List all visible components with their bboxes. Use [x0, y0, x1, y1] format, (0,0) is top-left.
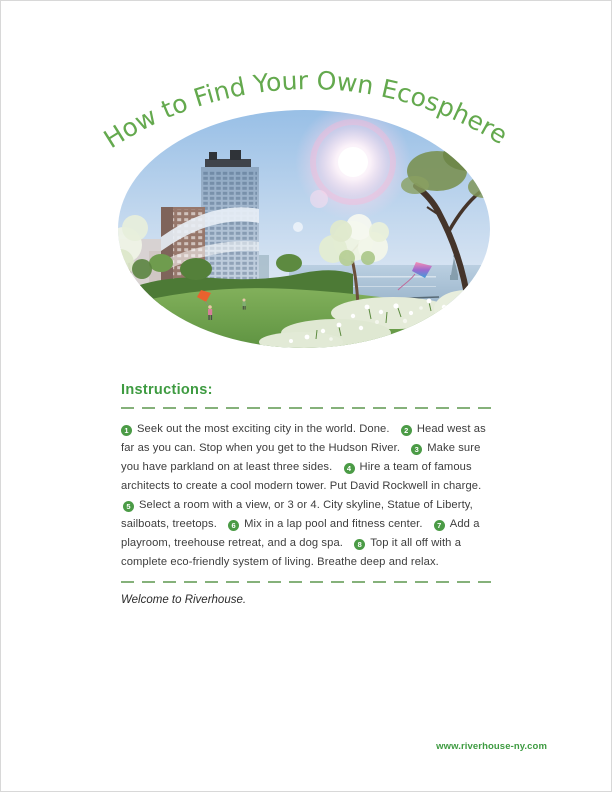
- divider-top: [121, 407, 495, 409]
- closing-line: Welcome to Riverhouse.: [121, 594, 247, 606]
- step-5-text: Select a room with a view, or 3 or 4. City skyline, Statue of Liberty, sailboats, treetops.: [121, 499, 473, 530]
- step-2-badge: 2: [401, 425, 412, 436]
- divider-bottom: [121, 581, 495, 583]
- hero-graphic: [1, 1, 612, 373]
- instructions-steps: [121, 420, 495, 572]
- step-7-text: Add a playroom, treehouse retreat, and a dog spa.: [121, 518, 480, 549]
- page-title: How to Find Your Own Ecosphere: [98, 66, 513, 155]
- step-1-badge: 1: [121, 425, 132, 436]
- instructions-heading: Instructions:: [121, 382, 213, 398]
- step-2-text: Head west as far as you can. Stop when you get to the Hudson River.: [121, 423, 486, 454]
- step-5-badge: 5: [123, 501, 134, 512]
- step-3-badge: 3: [411, 444, 422, 455]
- step-4-text: Hire a team of famous architects to create a cool modern tower. Put David Rockwell in charge.: [121, 461, 482, 492]
- instructions-section: [121, 382, 495, 606]
- step-7-badge: 7: [434, 520, 445, 531]
- step-4-badge: 4: [344, 463, 355, 474]
- step-6-text: Mix in a lap pool and fitness center.: [244, 518, 423, 530]
- step-8-badge: 8: [354, 539, 365, 550]
- ecosphere-photo: [106, 104, 500, 352]
- step-8-text: Top it all off with a complete eco-friendly system of living. Breathe deep and relax.: [121, 537, 462, 568]
- step-1-text: Seek out the most exciting city in the world. Done.: [137, 423, 390, 435]
- step-3-text: Make sure you have parkland on at least three sides.: [121, 442, 481, 473]
- website-link[interactable]: www.riverhouse-ny.com: [436, 741, 547, 752]
- step-6-badge: 6: [228, 520, 239, 531]
